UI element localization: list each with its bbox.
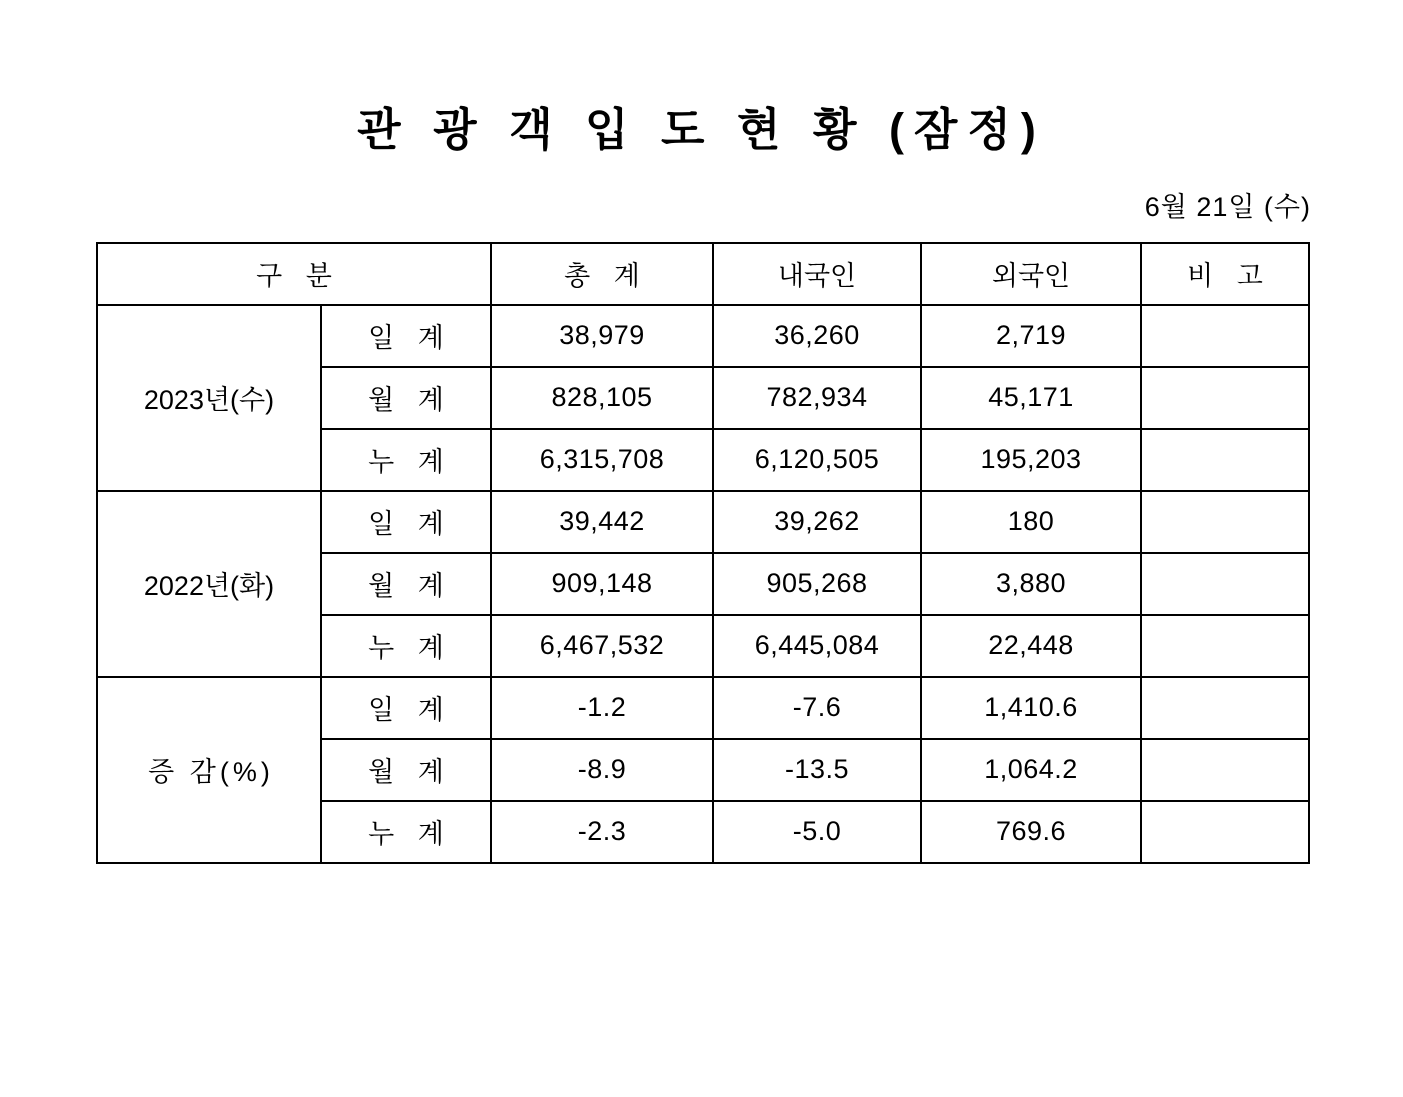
cell-remarks: [1141, 739, 1309, 801]
cell-domestic: 782,934: [713, 367, 921, 429]
table-row: [97, 305, 1309, 367]
cell-remarks: [1141, 367, 1309, 429]
cell-total: 6,467,532: [491, 615, 713, 677]
row-sub-label: 일 계: [321, 305, 491, 367]
cell-total: 6,315,708: [491, 429, 713, 491]
cell-foreign: 2,719: [921, 305, 1141, 367]
cell-foreign: 1,410.6: [921, 677, 1141, 739]
cell-total: 828,105: [491, 367, 713, 429]
header-remarks: 비 고: [1141, 243, 1309, 305]
cell-remarks: [1141, 553, 1309, 615]
row-sub-label: 월 계: [321, 739, 491, 801]
group-label-2022: 2022년(화): [97, 491, 321, 677]
cell-total: -1.2: [491, 677, 713, 739]
cell-domestic: 6,445,084: [713, 615, 921, 677]
document-page: [0, 105, 1403, 1097]
header-total: 총 계: [491, 243, 713, 305]
tourist-arrivals-table: [96, 242, 1310, 864]
group-label-2023: 2023년(수): [97, 305, 321, 491]
cell-domestic: -13.5: [713, 739, 921, 801]
cell-domestic: 905,268: [713, 553, 921, 615]
cell-foreign: 180: [921, 491, 1141, 553]
cell-domestic: -5.0: [713, 801, 921, 863]
report-date: 6월 21일 (수): [1144, 191, 1311, 222]
cell-foreign: 1,064.2: [921, 739, 1141, 801]
cell-domestic: 39,262: [713, 491, 921, 553]
cell-foreign: 22,448: [921, 615, 1141, 677]
table-row: [97, 491, 1309, 553]
row-sub-label: 월 계: [321, 367, 491, 429]
row-sub-label: 누 계: [321, 801, 491, 863]
cell-foreign: 195,203: [921, 429, 1141, 491]
cell-foreign: 45,171: [921, 367, 1141, 429]
header-domestic: 내국인: [713, 243, 921, 305]
cell-remarks: [1141, 677, 1309, 739]
cell-total: -2.3: [491, 801, 713, 863]
cell-total: 38,979: [491, 305, 713, 367]
row-sub-label: 월 계: [321, 553, 491, 615]
page-title: 관 광 객 입 도 현 황 (잠정): [357, 104, 1046, 155]
row-sub-label: 누 계: [321, 429, 491, 491]
cell-total: 39,442: [491, 491, 713, 553]
cell-total: 909,148: [491, 553, 713, 615]
header-category: 구 분: [97, 243, 491, 305]
cell-domestic: -7.6: [713, 677, 921, 739]
cell-domestic: 36,260: [713, 305, 921, 367]
cell-remarks: [1141, 305, 1309, 367]
cell-remarks: [1141, 615, 1309, 677]
row-sub-label: 일 계: [321, 491, 491, 553]
cell-remarks: [1141, 801, 1309, 863]
cell-remarks: [1141, 429, 1309, 491]
table-row: [97, 677, 1309, 739]
row-sub-label: 누 계: [321, 615, 491, 677]
cell-remarks: [1141, 491, 1309, 553]
group-label-change: 증 감(%): [97, 677, 321, 863]
row-sub-label: 일 계: [321, 677, 491, 739]
cell-domestic: 6,120,505: [713, 429, 921, 491]
cell-foreign: 3,880: [921, 553, 1141, 615]
table-header-row: [97, 243, 1309, 305]
header-foreign: 외국인: [921, 243, 1141, 305]
cell-foreign: 769.6: [921, 801, 1141, 863]
cell-total: -8.9: [491, 739, 713, 801]
